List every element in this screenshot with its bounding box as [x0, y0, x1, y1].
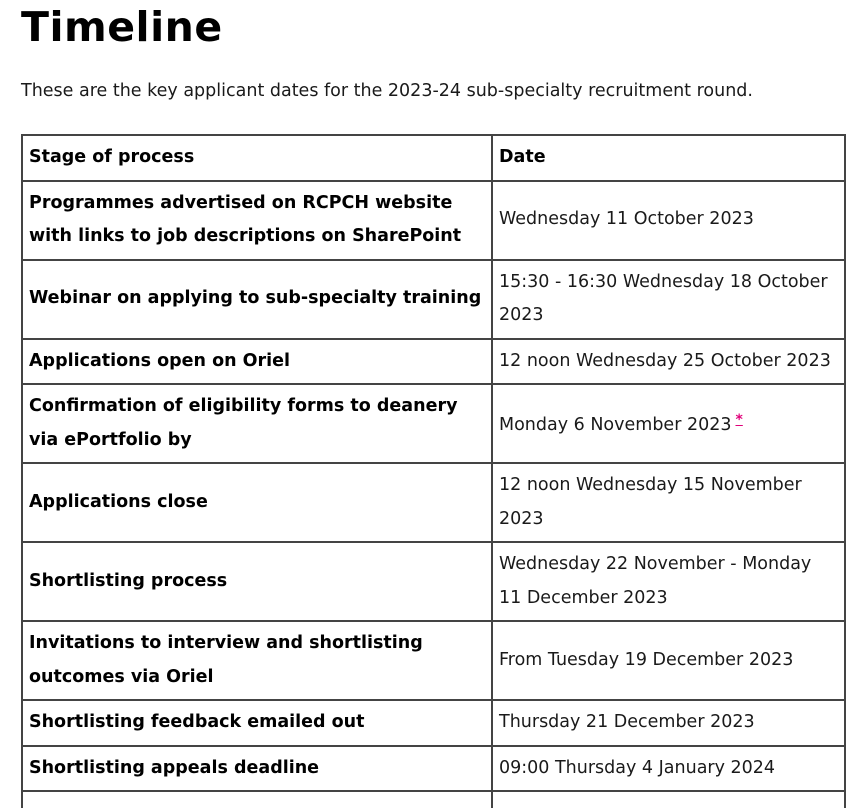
date-cell: Wednesday 11 October 2023	[492, 181, 845, 260]
date-cell: 15:30 - 16:30 Wednesday 18 October 2023	[492, 260, 845, 339]
table-row	[22, 384, 845, 463]
stage-cell: Confirmation of eligibility forms to deanery via ePortfolio by	[22, 384, 492, 463]
table-row	[22, 542, 845, 621]
date-cell: 12 noon Wednesday 15 November 2023	[492, 463, 845, 542]
intro-text: These are the key applicant dates for the 2023-24 sub-specialty recruitment round.	[21, 81, 753, 101]
stage-cell: Invitations to interview and shortlisting outcomes via Oriel	[22, 621, 492, 700]
stage-cell: Shortlisting feedback emailed out	[22, 700, 492, 746]
date-text: Monday 6 November 2023	[499, 415, 732, 436]
date-cell	[492, 384, 845, 463]
stage-cell: Shortlisting appeals deadline	[22, 746, 492, 792]
table-row	[22, 181, 845, 260]
date-cell: 09:00 Thursday 4 January 2024	[492, 746, 845, 792]
date-cell: Wednesday 22 November - Monday 11 December 2023	[492, 542, 845, 621]
stage-cell	[22, 791, 492, 808]
timeline-table	[21, 134, 846, 808]
footnote-link[interactable]: *	[735, 412, 743, 429]
stage-cell: Applications close	[22, 463, 492, 542]
page-title: Timeline	[21, 3, 223, 51]
header-date: Date	[492, 135, 845, 181]
date-cell: From Tuesday 19 December 2023	[492, 621, 845, 700]
stage-cell: Shortlisting process	[22, 542, 492, 621]
stage-cell: Programmes advertised on RCPCH website with links to job descriptions on SharePoint	[22, 181, 492, 260]
date-cell: Thursday 21 December 2023	[492, 700, 845, 746]
table-row	[22, 339, 845, 385]
table-row	[22, 260, 845, 339]
date-cell	[492, 791, 845, 808]
stage-cell: Applications open on Oriel	[22, 339, 492, 385]
table-row	[22, 621, 845, 700]
stage-cell: Webinar on applying to sub-specialty training	[22, 260, 492, 339]
table-row	[22, 746, 845, 792]
date-cell: 12 noon Wednesday 25 October 2023	[492, 339, 845, 385]
table-row-cut-off	[22, 791, 845, 808]
header-stage: Stage of process	[22, 135, 492, 181]
table-row	[22, 700, 845, 746]
table-header-row	[22, 135, 845, 181]
table-row	[22, 463, 845, 542]
